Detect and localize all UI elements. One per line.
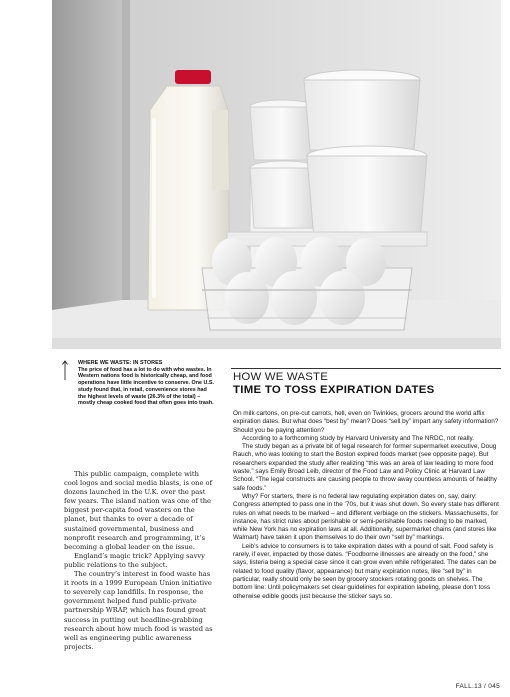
left-paragraph: This public campaign, complete with cool logos and social media blasts, is one of dozens launched in the U.K. over the past few years. The island nation was one of the biggest per-capita food wasters on the planet, but thanks to over a decade of sustained governmental, business and nonprofit research and programming, it’s becoming a global leader on the issue. bbox=[64, 470, 213, 551]
photo-caption bbox=[64, 360, 214, 407]
fridge-photo-illustration bbox=[52, 0, 501, 349]
article-paragraph: Leib’s advice to consumers is to take expiration dates with a pound of salt. Food safety is rarely, if ever, impacted by those dates. “Foodborne illnesses are already on the food,” she says, listeria being a special case since it can grow even while refrigerated. The dates can be related to food quality (flavor, appearance) but many expiration notes, like “sell by” in particular, really should only be seen by grocery stockers rotating goods on shelves. The bottom line: Until policymakers set clear guidelines for expiration labeling, please don’t toss otherwise edible goods just because the sticker says so. bbox=[233, 542, 497, 600]
section-rule bbox=[231, 368, 501, 369]
article-paragraph: Why? For starters, there is no federal law regulating expiration dates on, say, dairy: Congress attempted to pass one in the ’70s, but it was shut down. So every state has different rules on what needs to be marked – and different verbiage on the stickers. Massachusetts, for instance, has strict rules about perishable or semi-perishable foods needing to be marked, while New York has no expiration laws at all. Additionally, supermarket chains (and stores like Walmart) have taken it upon themselves to do their own “sell by” markings. bbox=[233, 492, 499, 542]
article-paragraph: The study began as a private bit of legal research for former supermarket executive, Doug Rauch, who was looking to start the Boston expired foods market (see opposite page). But researchers expanded the study after realizing “this was an area of law leading to more food waste,” says Emily Broad Leib, director of the Food Law and Policy Clinic at Harvard Law School. “The legal constructs are causing people to throw away countless amounts of healthy safe foods.” bbox=[233, 443, 497, 492]
article-headline: TIME TO TOSS EXPIRATION DATES bbox=[233, 384, 435, 396]
article-paragraph: According to a forthcoming study by Harvard University and The NRDC, not really. bbox=[242, 434, 475, 442]
article-paragraph: On milk cartons, on pre-cut carrots, hell, even on Twinkies, grocers around the world affix expiration dates. But what does “best by” mean? Does “sell by” impart any safety information? Should you be paying attention? bbox=[233, 410, 499, 434]
article-body bbox=[233, 410, 501, 601]
left-column-text bbox=[64, 470, 214, 652]
page-folio: FALL.13 / 045 bbox=[455, 683, 500, 690]
caption-heading: WHERE WE WASTE: IN STORES bbox=[78, 360, 163, 366]
arrow-up-icon bbox=[62, 360, 68, 380]
fridge-photo bbox=[52, 0, 501, 349]
section-kicker: HOW WE WASTE bbox=[233, 371, 328, 383]
caption-body: The price of food has a lot to do with who wastes. In Western nations food is historically cheap, and food operations have little incentive to conserve. One U.S. study found that, in retail, convenience stores had the highest levels of waste (26.3% of the total) – mostly cheap cooked food that often goes into trash. bbox=[78, 366, 215, 407]
left-paragraph: The country’s interest in food waste has it roots in a 1999 European Union initiative to severely cap landfills. In response, the government helped fund public-private partnership WRAP, which has found great success in putting out headline-grabbing research about how much food is wasted as well as engineering public awareness projects. bbox=[64, 570, 213, 651]
left-paragraph: England’s magic trick? Applying savvy public relations to the subject. bbox=[64, 551, 205, 569]
